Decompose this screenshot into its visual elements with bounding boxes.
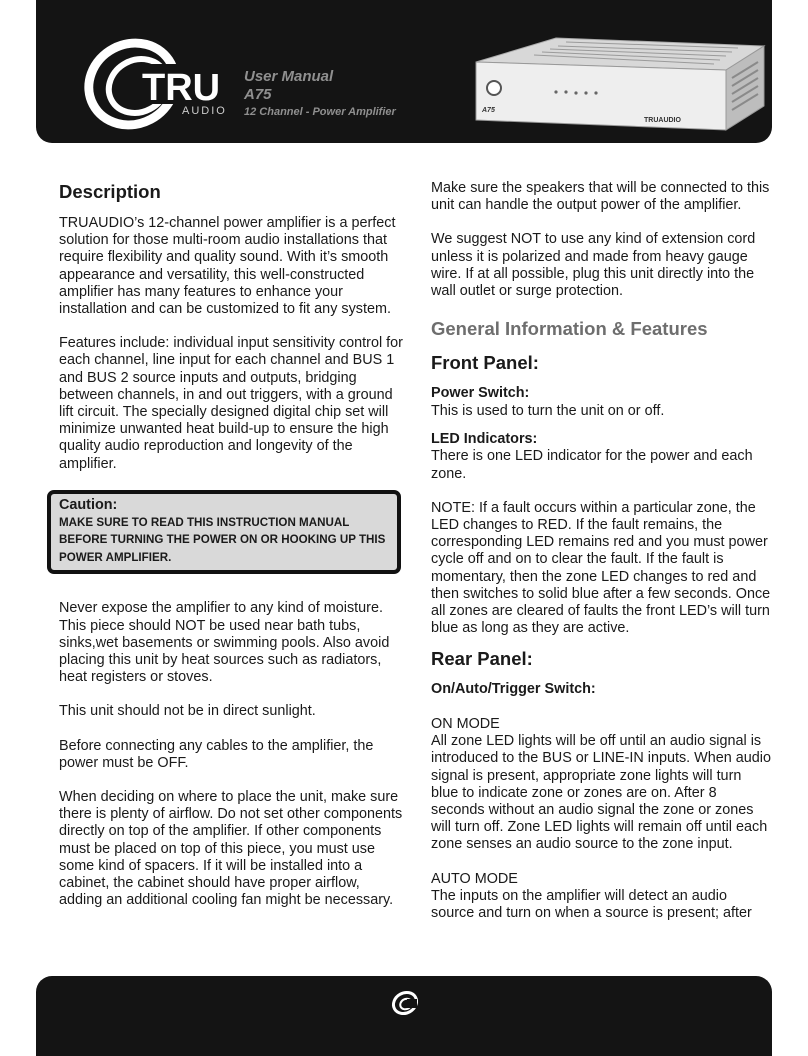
left-column <box>59 180 404 926</box>
model-name: A75 <box>244 86 272 103</box>
svg-text:AUDIO: AUDIO <box>182 105 227 117</box>
svg-text:A75: A75 <box>482 107 495 114</box>
extension-cord-paragraph: We suggest NOT to use any kind of extension cord unless it is polarized and made from heavy gauge wire. If at all possible, plug this unit directly into the wall outlet or surge protection. <box>431 231 756 300</box>
airflow-paragraph: When deciding on where to place the unit, make sure there is plenty of airflow. Do not set other components directly on top of the amplifier. If other components must be placed on top of this piece, you must use some kind of spacers. If it will be installed into a cabinet, the cabinet should have proper airflow, adding an additional cooling fan might be necessary. <box>59 788 403 909</box>
power-switch-text: This is used to turn the unit on or off. <box>431 402 665 419</box>
caution-title: Caution: <box>59 496 118 513</box>
svg-text:TRU: TRU <box>142 67 221 109</box>
right-column <box>431 180 771 939</box>
logo-swirl-icon <box>390 988 420 1018</box>
description-heading: Description <box>59 181 161 202</box>
description-paragraph-1: TRUAUDIO’s 12-channel power amplifier is a perfect solution for those multi-room audio installations that require flexibility and quality sound. With it’s smooth appearance and versatility, this well-constructed amplifier has many features to enhance your installation and can be customized to fit any system. <box>59 215 396 318</box>
auto-mode-label: AUTO MODE <box>431 870 518 887</box>
caution-box <box>47 490 401 575</box>
truaudio-logo <box>80 34 270 134</box>
caution-text: MAKE SURE TO READ THIS INSTRUCTION MANUAL BEFORE TURNING THE POWER ON OR HOOKING UP THIS POWER AMPLIFIER. <box>59 515 386 564</box>
on-mode-label: ON MODE <box>431 715 500 732</box>
led-indicators-heading: LED Indicators: <box>431 430 538 447</box>
features-paragraph: Features include: individual input sensitivity control for each channel, line input for each channel and BUS 1 and BUS 2 source inputs and outputs, bridging between channels, in and out triggers, with a ground lift circuit. The specially designed digital chip set will minimize unwanted heat build-up to ensure the high quality audio reproduction and longevity of the amplifier. <box>59 335 403 472</box>
on-mode-text: All zone LED lights will be off until an audio signal is introduced to the BUS or LINE-IN inputs. When audio signal is present, appropriate zone lights will turn blue to indicate zone or zones are on. After 8 seconds without an audio signal the zone or zones will turn off. Zone LED lights will remain off until each zone senses an audio source to the zone input. <box>431 733 771 853</box>
header-title-block <box>244 68 396 119</box>
product-description: 12 Channel - Power Amplifier <box>244 106 396 118</box>
rear-panel-heading: Rear Panel: <box>431 648 533 670</box>
svg-text:TRUAUDIO: TRUAUDIO <box>644 117 681 124</box>
fault-note: NOTE: If a fault occurs within a particular zone, the LED changes to RED. If the fault remains, the corresponding LED remains red and you must power cycle off and on to clear the fault. If the fault is momentary, then the zone LED changes to red and then switches to solid blue after a few seconds. Once all zones are cleared of faults the front LED’s will turn blue as long as they are active. <box>431 499 771 637</box>
moisture-paragraph: Never expose the amplifier to any kind of moisture. This piece should NOT be used near bath tubs, sinks,wet basements or swimming pools. Also avoid placing this unit by heat sources such as radiators, heat registers or stoves. <box>59 600 390 686</box>
amplifier-image <box>426 34 766 134</box>
doc-type: User Manual <box>244 68 334 85</box>
page-header <box>36 0 772 143</box>
auto-mode-text: The inputs on the amplifier will detect an audio source and turn on when a source is present; after <box>431 887 752 921</box>
page-footer <box>36 976 772 1056</box>
sunlight-paragraph: This unit should not be in direct sunlight. <box>59 703 316 720</box>
power-switch-heading: Power Switch: <box>431 385 530 402</box>
front-panel-heading: Front Panel: <box>431 352 539 374</box>
speakers-paragraph: Make sure the speakers that will be connected to this unit can handle the output power of the amplifier. <box>431 180 770 214</box>
power-off-paragraph: Before connecting any cables to the amplifier, the power must be OFF. <box>59 737 374 771</box>
trigger-switch-heading: On/Auto/Trigger Switch: <box>431 681 596 698</box>
led-indicators-text: There is one LED indicator for the power and each zone. <box>431 448 753 482</box>
general-info-heading: General Information & Features <box>431 318 708 340</box>
